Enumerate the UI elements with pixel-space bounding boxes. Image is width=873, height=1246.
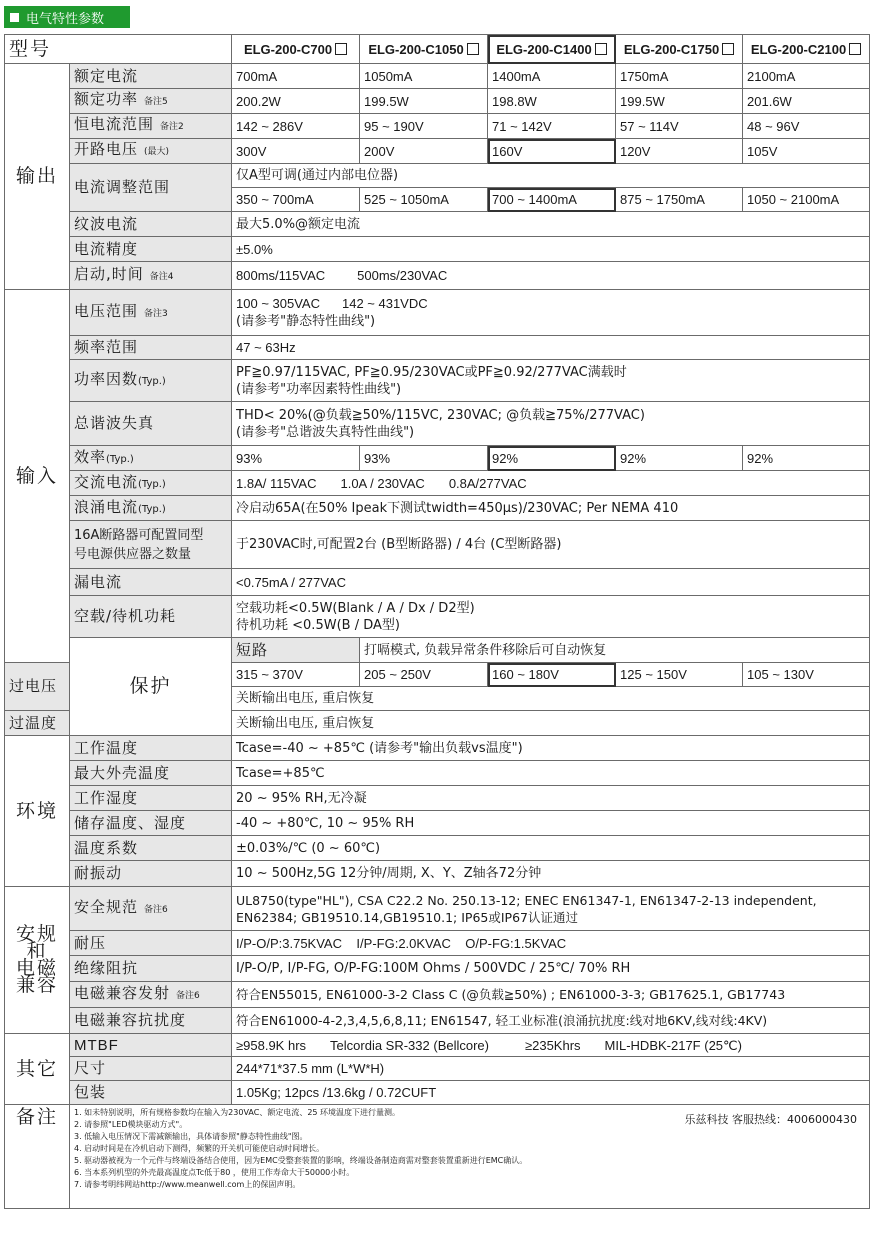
cell: 关断输出电压, 重启恢复 <box>232 711 870 736</box>
model-c1750: ELG-200-C1750 <box>616 35 743 64</box>
cell: 1750mA <box>616 64 743 89</box>
checkbox-icon <box>467 43 479 55</box>
cell: 95 ~ 190V <box>360 114 488 139</box>
label-emc-immunity: 电磁兼容抗扰度 <box>70 1008 232 1034</box>
label-isolation: 绝缘阻抗 <box>70 956 232 982</box>
cell: 最大5.0%@额定电流 <box>232 212 870 237</box>
label-inrush: 浪涌电流(Typ.) <box>70 496 232 521</box>
cell: 315 ~ 370V <box>232 663 360 687</box>
cell: 700mA <box>232 64 360 89</box>
cell: ±5.0% <box>232 237 870 262</box>
cell: 2100mA <box>743 64 870 89</box>
note-line: 5. 驱动器被视为一个元件与终端设备结合使用，因为EMC受整套装置的影响，终端设备制造商需对整套装置重新进行EMC确认。 <box>74 1156 528 1165</box>
cell: Tcase=-40 ~ +85℃ (请参考"输出负载vs温度") <box>232 736 870 761</box>
label-breaker: 16A断路器可配置同型 号电源供应器之数量 <box>70 521 232 569</box>
label-ac-current: 交流电流(Typ.) <box>70 471 232 496</box>
cell: 1.8A/ 115VAC 1.0A / 230VAC 0.8A/277VAC <box>232 471 870 496</box>
label-rated-current: 额定电流 <box>70 64 232 89</box>
label-adj-range: 电流调整范围 <box>70 164 232 212</box>
cell: 1050 ~ 2100mA <box>743 188 870 212</box>
cell: 符合EN61000-4-2,3,4,5,6,8,11; EN61547, 轻工业标准(浪涌抗扰度:线对地6KV,线对线:4KV) <box>232 1008 870 1034</box>
model-header: 型号 <box>5 35 232 64</box>
cell: 105 ~ 130V <box>743 663 870 687</box>
label-humidity: 工作湿度 <box>70 786 232 811</box>
cell: 93% <box>232 446 360 471</box>
label-voltage-range: 电压范围 备注3 <box>70 290 232 336</box>
section-title: 电气特性参数 <box>26 11 105 27</box>
checkbox-icon <box>849 43 861 55</box>
category-output: 输出 <box>5 64 70 290</box>
label-thd: 总谐波失真 <box>70 402 232 446</box>
checkbox-icon <box>335 43 347 55</box>
label-withstand: 耐压 <box>70 931 232 956</box>
note-line: 4. 启动时间是在冷机启动下测得，频繁的开关机可能使启动时间增长。 <box>74 1144 325 1153</box>
cell: 10 ~ 500Hz,5G 12分钟/周期, X、Y、Z轴各72分钟 <box>232 861 870 887</box>
cell: 47 ~ 63Hz <box>232 336 870 360</box>
label-mtbf: MTBF <box>70 1034 232 1057</box>
cell: 93% <box>360 446 488 471</box>
label-temp-coef: 温度系数 <box>70 836 232 861</box>
cell: 142 ~ 286V <box>232 114 360 139</box>
cell: 冷启动65A(在50% Ipeak下测试twidth=450µs)/230VAC; Per NEMA 410 <box>232 496 870 521</box>
cell: 160 ~ 180V <box>488 663 616 687</box>
cell: 92% <box>743 446 870 471</box>
cell: 199.5W <box>616 89 743 114</box>
label-vibration: 耐振动 <box>70 861 232 887</box>
cell: 105V <box>743 139 870 164</box>
cell: 199.5W <box>360 89 488 114</box>
cell: 200V <box>360 139 488 164</box>
label-emc-emission: 电磁兼容发射 备注6 <box>70 982 232 1008</box>
cell: 57 ~ 114V <box>616 114 743 139</box>
cell: 160V <box>488 139 616 164</box>
cell: THD< 20%(@负载≧50%/115VC, 230VAC; @负载≧75%/277VAC) (请参考"总谐波失真特性曲线") <box>232 402 870 446</box>
section-header <box>4 6 130 28</box>
cell: 875 ~ 1750mA <box>616 188 743 212</box>
label-open-voltage: 开路电压 (最大) <box>70 139 232 164</box>
cell: 92% <box>488 446 616 471</box>
cell: 244*71*37.5 mm (L*W*H) <box>232 1057 870 1081</box>
cell: 125 ~ 150V <box>616 663 743 687</box>
note-line: 1. 如未特别说明，所有规格参数均在输入为230VAC、额定电流、25 环境温度下进行量测。 <box>74 1108 401 1117</box>
cell: ±0.03%/℃ (0 ~ 60℃) <box>232 836 870 861</box>
hotline: 乐兹科技 客服热线：4006000430 <box>684 1113 858 1126</box>
cell: 525 ~ 1050mA <box>360 188 488 212</box>
label-leakage: 漏电流 <box>70 569 232 596</box>
category-others: 其它 <box>5 1034 70 1105</box>
cell: 700 ~ 1400mA <box>488 188 616 212</box>
label-efficiency: 效率(Typ.) <box>70 446 232 471</box>
square-icon <box>10 13 19 22</box>
label-storage: 储存温度、湿度 <box>70 811 232 836</box>
note-line: 6. 当本系列机型的外壳最高温度点Tc低于80 ，使用工作寿命大于50000小时。 <box>74 1168 355 1177</box>
category-safety-emc: 安规 和 电磁 兼容 <box>5 887 70 1034</box>
cell: Tcase=+85℃ <box>232 761 870 786</box>
model-c700: ELG-200-C700 <box>232 35 360 64</box>
cell: -40 ~ +80℃, 10 ~ 95% RH <box>232 811 870 836</box>
model-row <box>5 35 870 64</box>
label-overvoltage: 过电压 <box>5 663 70 711</box>
note-line: 2. 请参照"LED模块驱动方式"。 <box>74 1120 188 1129</box>
category-environment: 环境 <box>5 736 70 887</box>
cell: 空载功耗<0.5W(Blank / A / Dx / D2型) 待机功耗 <0.5W(B / DA型) <box>232 596 870 638</box>
note-line: 7. 请参考明纬网站http://www.meanwell.com上的保固声明。 <box>74 1180 301 1189</box>
cell: 于230VAC时,可配置2台 (B型断路器) / 4台 (C型断路器) <box>232 521 870 569</box>
cell: 1.05Kg; 12pcs /13.6kg / 0.72CUFT <box>232 1081 870 1105</box>
label-dimension: 尺寸 <box>70 1057 232 1081</box>
cell: 201.6W <box>743 89 870 114</box>
label-pf: 功率因数(Typ.) <box>70 360 232 402</box>
model-c1050: ELG-200-C1050 <box>360 35 488 64</box>
label-rated-power: 额定功率 备注5 <box>70 89 232 114</box>
cell: 打嗝模式, 负载异常条件移除后可自动恢复 <box>360 638 870 663</box>
cell: 48 ~ 96V <box>743 114 870 139</box>
label-setup-time: 启动,时间 备注4 <box>70 262 232 290</box>
cell: UL8750(type"HL"), CSA C22.2 No. 250.13-12; ENEC EN61347-1, EN61347-2-13 independent, EN62384; GB19510.14,GB19510.1; IP65或IP67认证通过 <box>232 887 870 931</box>
model-c2100: ELG-200-C2100 <box>743 35 870 64</box>
label-working-temp: 工作温度 <box>70 736 232 761</box>
cell: 205 ~ 250V <box>360 663 488 687</box>
category-input: 输入 <box>5 290 70 663</box>
cell: I/P-O/P:3.75KVAC I/P-FG:2.0KVAC O/P-FG:1.5KVAC <box>232 931 870 956</box>
cell: 92% <box>616 446 743 471</box>
cell: 120V <box>616 139 743 164</box>
cell: 350 ~ 700mA <box>232 188 360 212</box>
cell: 200.2W <box>232 89 360 114</box>
category-notes: 备注 <box>5 1105 70 1209</box>
category-protection: 保护 <box>70 638 232 736</box>
cell: ≥958.9K hrs Telcordia SR-332 (Bellcore) ≥235Khrs MIL-HDBK-217F (25℃) <box>232 1034 870 1057</box>
cell: 关断输出电压, 重启恢复 <box>232 687 870 711</box>
label-case-temp: 最大外壳温度 <box>70 761 232 786</box>
label-standby: 空载/待机功耗 <box>70 596 232 638</box>
model-c1400: ELG-200-C1400 <box>488 35 616 64</box>
label-safety-std: 安全规范 备注6 <box>70 887 232 931</box>
cell: 1400mA <box>488 64 616 89</box>
cell: I/P-O/P, I/P-FG, O/P-FG:100M Ohms / 500VDC / 25℃/ 70% RH <box>232 956 870 982</box>
cell: PF≧0.97/115VAC, PF≧0.95/230VAC或PF≧0.92/277VAC满载时 (请参考"功率因素特性曲线") <box>232 360 870 402</box>
adj-note: 仅A型可调(通过内部电位器) <box>232 164 870 188</box>
label-short: 短路 <box>232 638 360 663</box>
label-overtemp: 过温度 <box>5 711 70 736</box>
notes-cell <box>70 1105 870 1209</box>
label-packing: 包装 <box>70 1081 232 1105</box>
label-freq: 频率范围 <box>70 336 232 360</box>
cell: 符合EN55015, EN61000-3-2 Class C (@负载≧50%) ; EN61000-3-3; GB17625.1, GB17743 <box>232 982 870 1008</box>
checkbox-icon <box>722 43 734 55</box>
note-line: 3. 低输入电压情况下需减额输出，具体请参照"静态特性曲线"图。 <box>74 1132 308 1141</box>
cell: <0.75mA / 277VAC <box>232 569 870 596</box>
label-cc-range: 恒电流范围 备注2 <box>70 114 232 139</box>
cell: 71 ~ 142V <box>488 114 616 139</box>
label-ripple: 纹波电流 <box>70 212 232 237</box>
cell: 300V <box>232 139 360 164</box>
cell: 1050mA <box>360 64 488 89</box>
spec-table <box>4 34 870 1209</box>
cell: 800ms/115VAC 500ms/230VAC <box>232 262 870 290</box>
checkbox-icon <box>595 43 607 55</box>
cell: 20 ~ 95% RH,无冷凝 <box>232 786 870 811</box>
label-tolerance: 电流精度 <box>70 237 232 262</box>
cell: 100 ~ 305VAC 142 ~ 431VDC (请参考"静态特性曲线") <box>232 290 870 336</box>
cell: 198.8W <box>488 89 616 114</box>
